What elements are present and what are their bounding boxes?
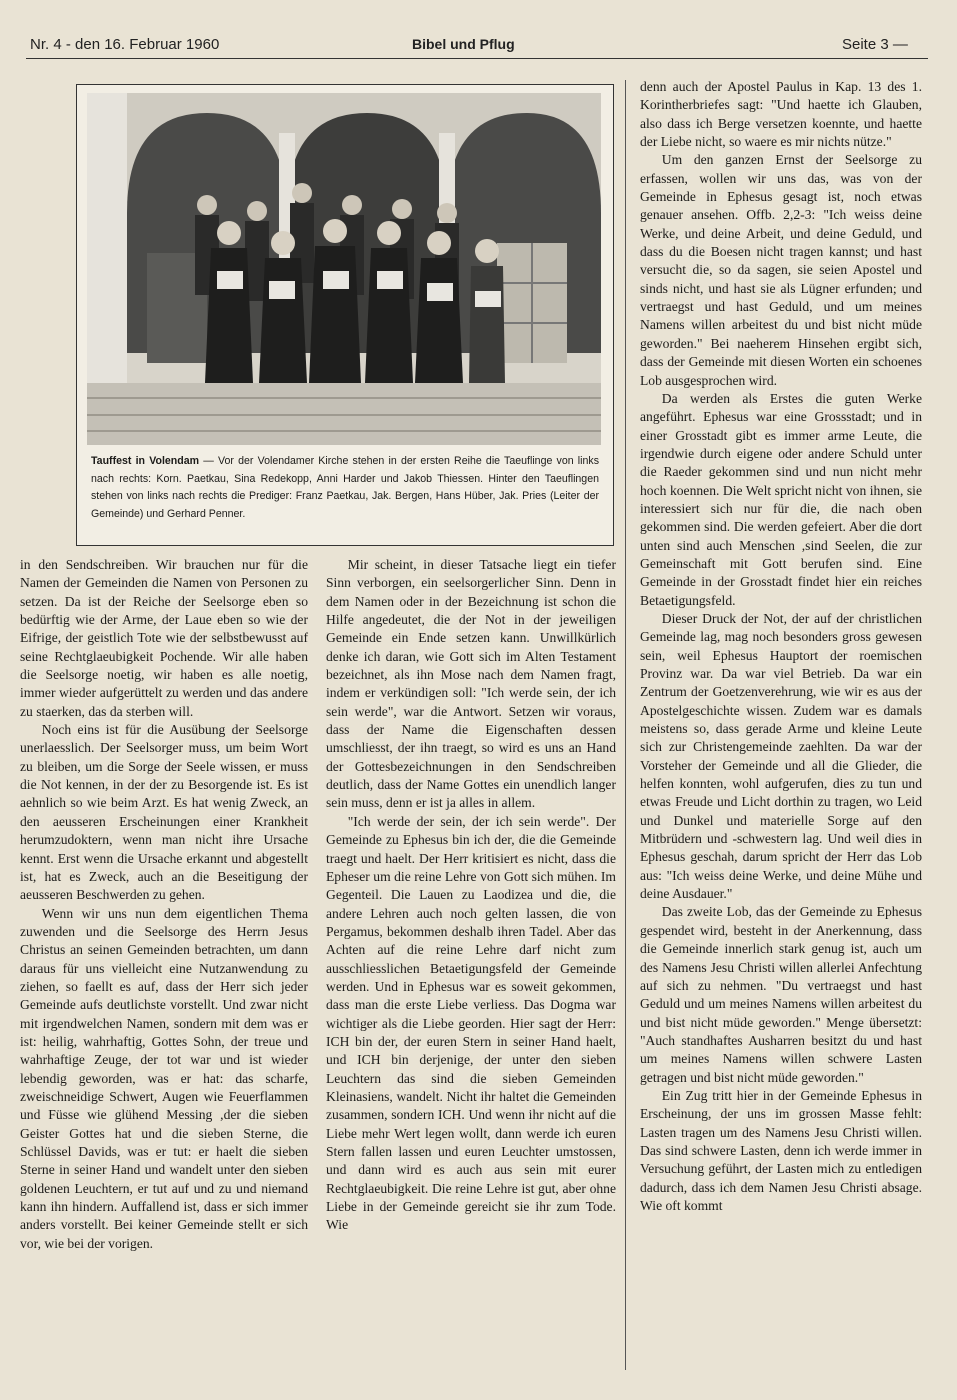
page-number: Seite 3 —	[842, 36, 908, 53]
paragraph: Noch eins ist für die Ausübung der Seelsorge unerlaesslich. Der Seelsorger muss, um beim Wort zu bleiben, um die Sorge der Seele wissen, er muss die Not kennen, in der der zu Besorgende ist. Es ist aehnlich so wie beim Arzt. Es hat wenig Zweck, an den aeusseren Erscheinungen einer Krankheit herumzudoktern, wenn man nicht ihre Ursache kennt. Erst wenn die Ursache erkannt und abgestellt ist, hat es Zweck, auch an die Beseitigung der aeusseren Beschwerden zu gehen.	[20, 722, 308, 903]
paragraph: denn auch der Apostel Paulus in Kap. 13 des 1. Korintherbriefes sagt: "Und haette ich Glauben, also dass ich Berge versetzen koennte, und haette der Liebe nicht, so waere es mir nichts nütze."	[640, 79, 922, 150]
paragraph: Um den ganzen Ernst der Seelsorge zu erfassen, wollen wir uns das, was von der Gemeinde in Ephesus gesagt ist, noch etwas genauer ansehen. Offb. 2,2-3: "Ich weiss deine Werke, und deine Arbeit, und deine Geduld, und dass du die Boesen nicht tragen kannst; und hast versucht die, so da sagen, sie seien Apostel und sinds nicht, und hast sie als Lügner erfunden; und vertraegst und hast Geduld, und um meines Namens willen arbeitest du und bist nicht müde geworden." Bei naeherem Hinsehen ergibt sich, dass der Gemeinde mit diesen Worten ein schoenes Lob ausgesprochen wird.	[640, 152, 922, 388]
header-rule	[26, 58, 928, 59]
caption-text: — Vor der Volendamer Kirche stehen in der ersten Reihe die Taeuflinge von links nach rechts: Korn. Paetkau, Sina Redekopp, Anni Harder und Jakob Thiessen. Hinter den Taeuflingen stehen von links nach rechts die Prediger: Franz Paetkau, Jak. Bergen, Hans Hüber, Jak. Pries (Leiter der Gemeinde) und Gerhard Penner.	[91, 455, 599, 520]
paragraph: Das zweite Lob, das der Gemeinde zu Ephesus gespendet wird, besteht in der Anerkennung, dass die Gemeinde innerlich stark genug ist, auch um des Namens Jesu Christi willen allerlei Anfechtung auf sich zu nehmen. "Du vertraegst und hast Geduld und um meines Namens willen arbeitest du und bist nicht müde geworden." Menge übersetzt: "Auch standhaftes Ausharren besitzt du und hast um meines Namens willen schwere Lasten getragen und bist nicht müde geworden."	[640, 904, 922, 1085]
photo-frame	[76, 84, 614, 546]
caption-title: Tauffest in Volendam	[91, 455, 200, 467]
column-right	[640, 78, 922, 1215]
paragraph: in den Sendschreiben. Wir brauchen nur für die Namen der Gemeinden die Namen von Personen zu setzen. Da ist der Reiche der Seelsorge eben so bedürftig wie der Arme, der Laue eben so wie der Eifrige, der geistlich Tote wie der selbstbewusst auf seine Rechtglaeubigkeit Pochende. Wir alle haben die Seelsorge noetig, wir haben es alle noetig, immer wieder aufgerüttelt zu werden und das andere zu staerken, das da sterben will.	[20, 557, 308, 719]
column-left	[20, 556, 308, 1253]
column-divider	[625, 80, 626, 1370]
paragraph: Wenn wir uns nun dem eigentlichen Thema zuwenden und die Seelsorge des Herrn Jesus Christus an seinen Gemeinden betrachten, um dann daraus für uns vielleicht eine Nutzanwendung zu ziehen, so faellt es auf, dass der Herr sich jeder Gemeinde aufs deutlichste vorstellt. Und zwar nicht mit irgendwelchen Namen, sondern mit dem was er ist: heilig, wahrhaftig, Gottes Sohn, der treue und wahrhaftige Zeuge, der tot war und ist wieder lebendig geworden, was er hat: das scharfe, zweischneidige Schwert, Augen wie Feuerflammen und Füsse wie glühend Messing ,der die sieben Geister Gottes hat und die sieben Sterne, die Schlüssel Davids, was er tut: er haelt die sieben Sterne in seiner Hand und wandelt unter den sieben goldenen Leuchtern, er tut auf und zu und niemand kann ihn hindern. Auffallend ist, dass er sich immer anders vorstellt. Bei keiner Gemeinde stellt er sich vor, wie bei der vorigen.	[20, 905, 308, 1251]
paragraph: Da werden als Erstes die guten Werke angeführt. Ephesus war eine Grossstadt; und in einer Grosstadt gibt es immer arme Leute, die irgendwie durch eigene oder andere Schuld unter die Raeder gekommen sind und nun nicht mehr hoch koennen. Die Welt spricht nicht von ihnen, sie interessiert sich nur für die, die nach oben gekommen sind. Die werden gefeiert. Aber die dort unten sind auch Menschen ,sind Seelen, die zur Gemeinschaft mit Gott berufen sind. Eine Gemeinde in der Grosstadt findet hier ein reiches Betaetigungsfeld.	[640, 390, 922, 608]
paragraph: "Ich werde der sein, der ich sein werde". Der Gemeinde zu Ephesus bin ich der, die die Gemeinde traegt und haelt. Der Herr kritisiert es nicht, dass die Epheser um die reine Lehre von Gott sich mühen. Im Gegenteil. Die Lauen zu Laodizea und die, die andere Lehren auch noch gelten lassen, die von Pergamus, bekommen deshalb ihren Tadel. Aber das Achten auf die reine Lehre darf nicht zum ausschliesslichen Betaetigungsfeld der Gemeinde werden. Und in Ephesus war es soweit gekommen, dass man die erste Liebe verliess. Das Dogma war wichtiger als die Liebe georden. Hier sagt der Herr: ICH bin der, der euren Stern in seiner Hand haelt, und ICH bin derjenige, der unter den sieben Leuchtern das sind die sieben Gemeinden Kleinasiens, wandelt. Nicht ihr haltet die Gemeinden zusammen, sondern ICH. Und wenn ihr nicht auf die Liebe mehr Wert legen wollt, dann werde ich euren Stern fallen lassen und euren Leuchter umstossen, und dann wird es auch aus sein mit eurer Rechtglaeubigkeit. Die reine Lehre ist gut, aber ohne Liebe in der Gemeinde gereicht sie ihr zum Tode. Wie	[326, 813, 616, 1233]
issue-date: Nr. 4 - den 16. Februar 1960	[30, 36, 220, 53]
paragraph: Ein Zug tritt hier in der Gemeinde Ephesus in Erscheinung, der uns im grossen Masse fehlt: Lasten tragen um des Namens Jesu Christi willen. Das sind schwere Lasten, denn ich werde immer in Versuchung geführt, der Lasten mich zu entledigen dadurch, dass ich dem Namen Jesu Christi absage. Wie oft kommt	[640, 1087, 922, 1213]
column-middle	[326, 556, 616, 1235]
paragraph: Mir scheint, in dieser Tatsache liegt ein tiefer Sinn verborgen, ein seelsorgerlicher Sinn. Denn in dem Namen oder in der Bezeichnung ist schon die Hilfe angedeutet, die der Not in der jeweiligen Gemeinde ein Ende setzen kann. Unwillkürlich denke ich daran, wie Gott sich im Alten Testament bezeichnet, als ihn Mose nach dem Namen fragt, indem er verkündigen soll: "Ich werde sein, der ich sein werde", war die Antwort. Setzen wir voraus, dass der Name die Eigenschaften dessen umschliesst, der ihn traegt, so wird es uns an Hand der Gottesbezeichnungen in den Sendschreiben deutlich, dass der Name Gottes ein unendlich langer sein muss, denn er ist ja alles in allem.	[326, 557, 616, 811]
church-group-photo	[87, 93, 601, 445]
publication-title: Bibel und Pflug	[412, 36, 515, 52]
paragraph: Dieser Druck der Not, der auf der christlichen Gemeinde lag, mag noch besonders gross gewesen sein, weil Ephesus Hauptort der roemischen Provinz war. Da war viel Betrieb. Da war ein Zentrum der Goetzenverehrung, wie wir es aus der Apostelgeschichte wissen. Zudem war es damals meistens so, dass gerade Arme und kleine Leute sich zur Christengemeinde zaehlten. Da war der Vorsteher der Gemeinde und all die Glieder, die helfen konnten, wohl aufgerufen, dies zu tun und etwas Freude und Licht dorthin zu tragen, wo Leid und Dunkel und materielle Sorge auf den Mitbrüdern und -schwestern lag. Und weil dies in Ephesus geschah, darum spricht der Herr das Lob aus: "Ich weiss deine Werke, und deine Mühe und deine Ausdauer."	[640, 610, 922, 902]
photo-caption	[91, 453, 599, 523]
